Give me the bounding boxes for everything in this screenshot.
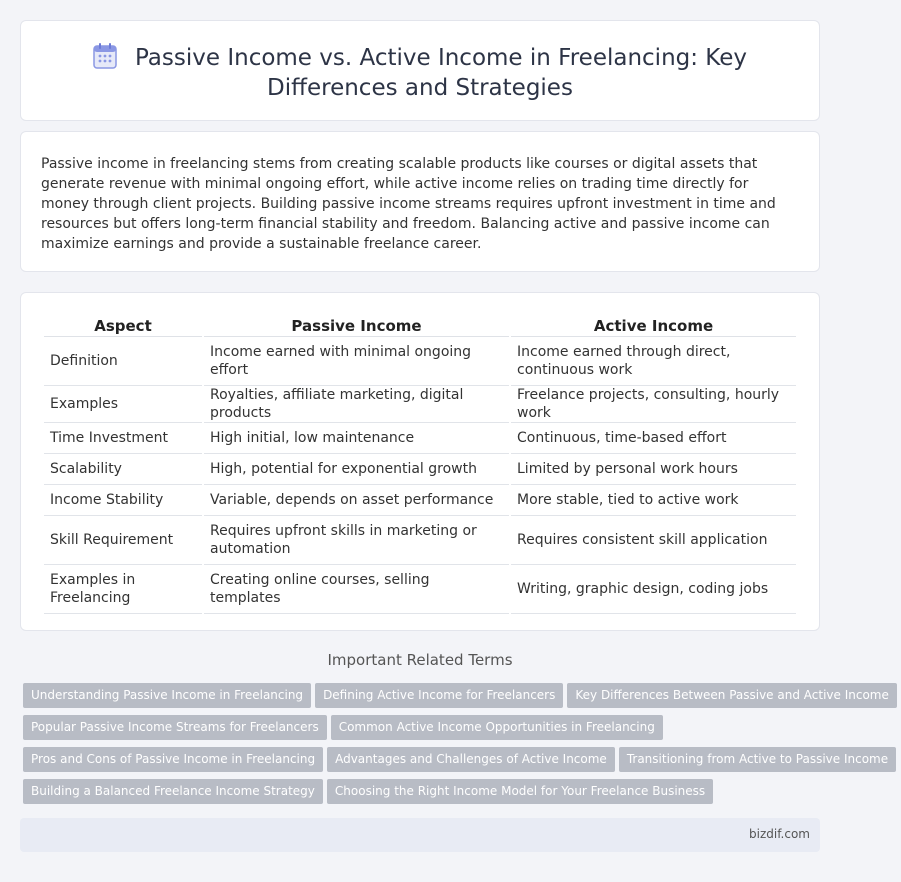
table-row [44, 516, 796, 565]
related-term-tag[interactable]: Defining Active Income for Freelancers [315, 683, 563, 708]
cell-active: Requires consistent skill application [511, 516, 796, 565]
related-term-tag[interactable]: Understanding Passive Income in Freelancing [23, 683, 311, 708]
cell-aspect: Income Stability [44, 485, 202, 516]
table-row [44, 565, 796, 614]
cell-passive: Creating online courses, selling templates [204, 565, 509, 614]
comparison-table [42, 316, 798, 614]
cell-aspect: Time Investment [44, 423, 202, 454]
related-term-tag[interactable]: Key Differences Between Passive and Active Income [567, 683, 897, 708]
related-terms-heading: Important Related Terms [327, 651, 513, 669]
title-block [41, 43, 799, 103]
intro-card [20, 131, 820, 272]
cell-passive: High, potential for exponential growth [204, 454, 509, 485]
related-term-tag[interactable]: Common Active Income Opportunities in Freelancing [331, 715, 663, 740]
table-row [44, 485, 796, 516]
table-row [44, 386, 796, 423]
cell-aspect: Scalability [44, 454, 202, 485]
cell-active: Limited by personal work hours [511, 454, 796, 485]
footer [20, 818, 820, 852]
page-title-text: Passive Income vs. Active Income in Freelancing: Key Differences and Strategies [134, 45, 748, 101]
footer-site-link[interactable]: bizdif.com [749, 827, 810, 841]
cell-active: Writing, graphic design, coding jobs [511, 565, 796, 614]
cell-active: More stable, tied to active work [511, 485, 796, 516]
cell-aspect: Definition [44, 337, 202, 386]
cell-aspect: Examples in Freelancing [44, 565, 202, 614]
cell-active: Continuous, time-based effort [511, 423, 796, 454]
related-term-tag[interactable]: Choosing the Right Income Model for Your Freelance Business [327, 779, 713, 804]
header-active: Active Income [511, 316, 796, 337]
header-aspect: Aspect [44, 316, 202, 337]
cell-passive: Requires upfront skills in marketing or automation [204, 516, 509, 565]
calendar-icon [93, 43, 117, 69]
cell-aspect: Examples [44, 386, 202, 423]
related-term-tag[interactable]: Pros and Cons of Passive Income in Freelancing [23, 747, 323, 772]
page-title [41, 43, 799, 103]
cell-passive: Variable, depends on asset performance [204, 485, 509, 516]
table-row [44, 454, 796, 485]
cell-passive: Income earned with minimal ongoing effort [204, 337, 509, 386]
table-row [44, 337, 796, 386]
intro-paragraph: Passive income in freelancing stems from creating scalable products like courses or digital assets that generate revenue with minimal ongoing effort, while active income relies on trading time directly for money through client projects. Building passive income streams requires upfront investment in time and resources but offers long-term financial stability and freedom. Balancing active and passive income can maximize earnings and provide a sustainable freelance career. [41, 156, 776, 252]
cell-passive: High initial, low maintenance [204, 423, 509, 454]
related-term-tag[interactable]: Building a Balanced Freelance Income Strategy [23, 779, 323, 804]
header-card [20, 20, 820, 121]
table-header-row [44, 316, 796, 337]
table-row [44, 423, 796, 454]
related-term-tag[interactable]: Advantages and Challenges of Active Income [327, 747, 615, 772]
cell-passive: Royalties, affiliate marketing, digital products [204, 386, 509, 423]
cell-aspect: Skill Requirement [44, 516, 202, 565]
comparison-card [20, 292, 820, 631]
header-passive: Passive Income [204, 316, 509, 337]
related-term-tag[interactable]: Transitioning from Active to Passive Income [619, 747, 896, 772]
related-terms-list [23, 683, 889, 811]
cell-active: Income earned through direct, continuous work [511, 337, 796, 386]
cell-active: Freelance projects, consulting, hourly work [511, 386, 796, 423]
related-term-tag[interactable]: Popular Passive Income Streams for Freelancers [23, 715, 327, 740]
